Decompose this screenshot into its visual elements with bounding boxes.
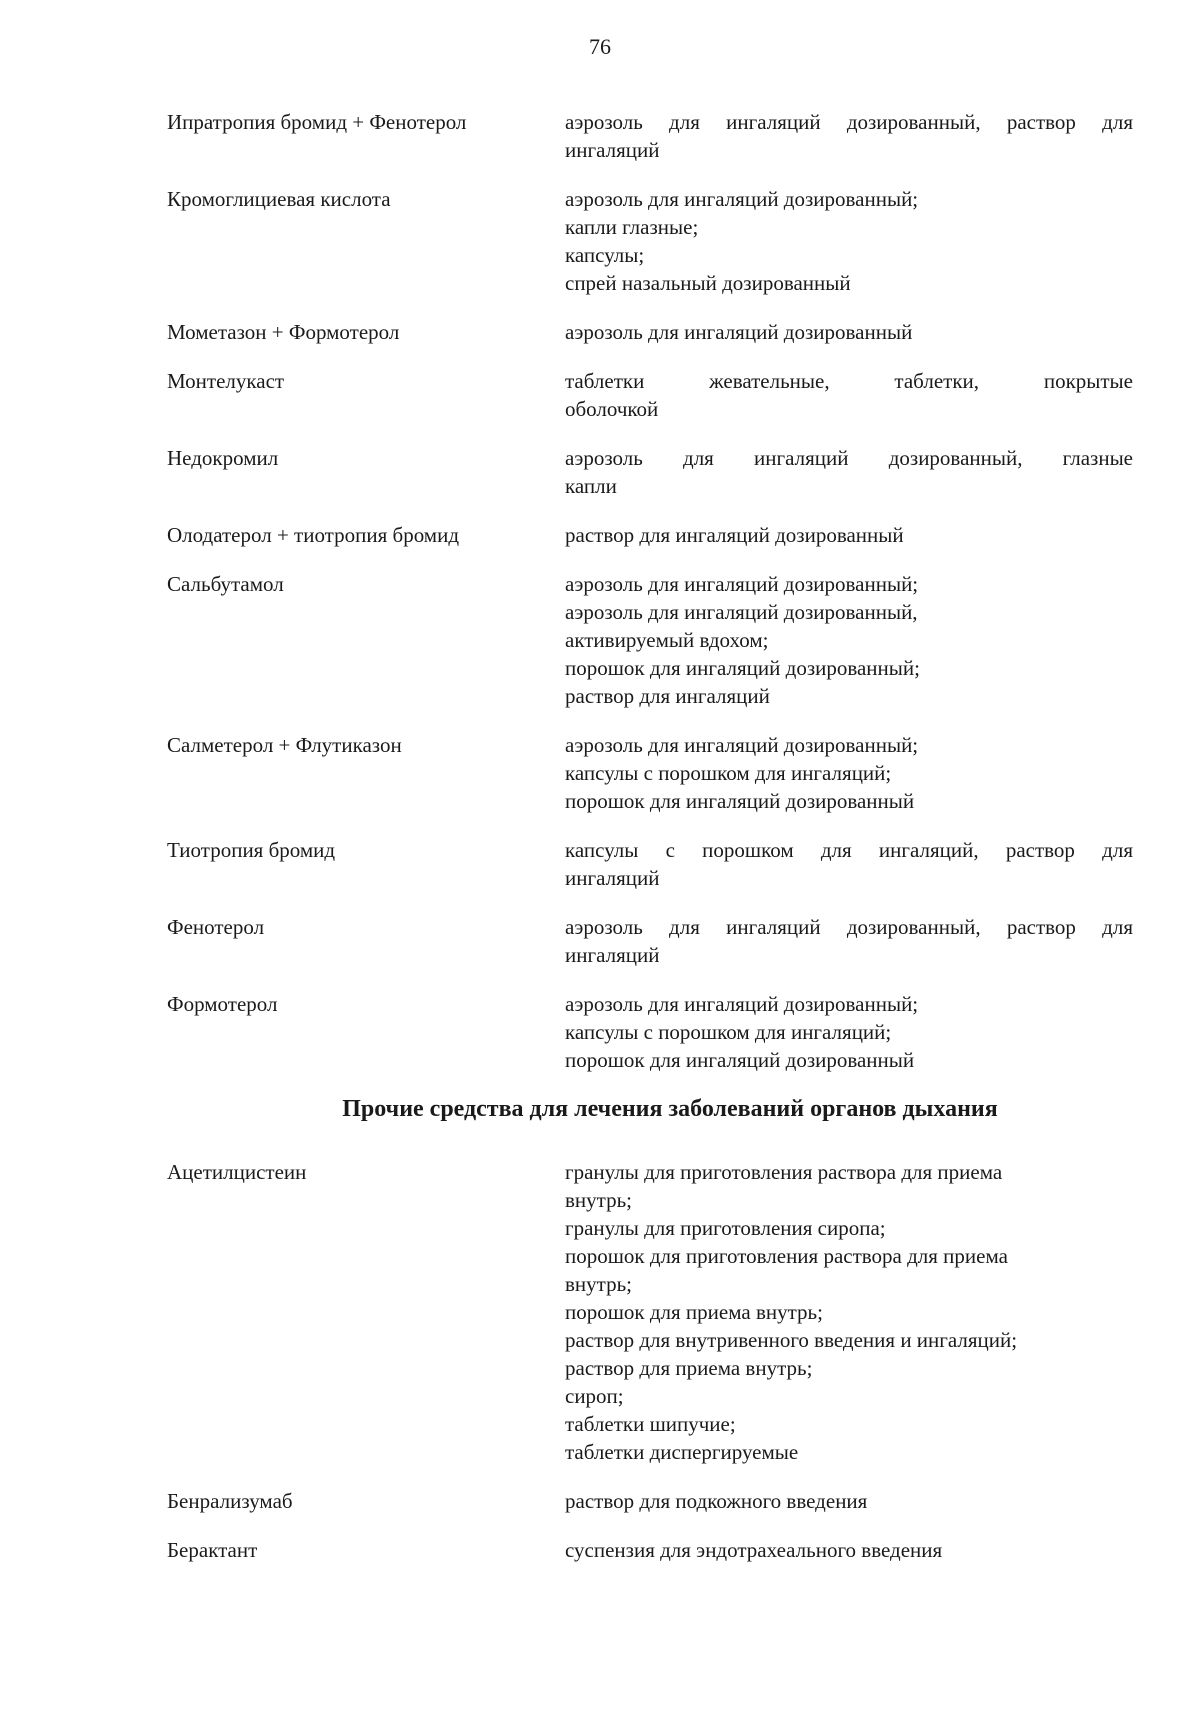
dosage-form-line: оболочкой xyxy=(565,397,659,421)
dosage-form-line: порошок для приготовления раствора для приема xyxy=(565,1244,1008,1268)
dosage-forms xyxy=(565,185,1133,297)
drug-name: Монтелукаст xyxy=(167,369,285,393)
dosage-form-line: таблетки жевательные, таблетки, покрытые xyxy=(565,369,1133,393)
drug-row xyxy=(167,570,1133,710)
drug-name: Формотерол xyxy=(167,992,278,1016)
dosage-form-line: капсулы; xyxy=(565,243,645,267)
page-number: 76 xyxy=(589,34,611,59)
drug-name: Мометазон + Формотерол xyxy=(167,320,400,344)
dosage-forms xyxy=(565,836,1133,892)
drug-row xyxy=(167,1536,1133,1564)
dosage-form-line: порошок для ингаляций дозированный xyxy=(565,1048,915,1072)
dosage-form-line: ингаляций xyxy=(565,866,660,890)
section-heading: Прочие средства для лечения заболеваний органов дыхания xyxy=(342,1096,998,1122)
dosage-form-line: раствор для внутривенного введения и ингаляций; xyxy=(565,1328,1018,1352)
drug-name: Кромоглициевая кислота xyxy=(167,187,391,211)
dosage-form-line: раствор для подкожного введения xyxy=(565,1489,868,1513)
dosage-form-line: ингаляций xyxy=(565,138,660,162)
dosage-form-line: таблетки диспергируемые xyxy=(565,1440,799,1464)
dosage-forms xyxy=(565,521,1133,549)
drug-row xyxy=(167,1158,1133,1466)
dosage-form-line: аэрозоль для ингаляций дозированный, xyxy=(565,600,918,624)
dosage-forms xyxy=(565,913,1133,969)
drug-row xyxy=(167,521,1133,549)
dosage-form-line: внутрь; xyxy=(565,1272,632,1296)
dosage-forms xyxy=(565,1158,1133,1466)
dosage-forms xyxy=(565,108,1133,164)
dosage-forms xyxy=(565,570,1133,710)
dosage-forms xyxy=(565,990,1133,1074)
dosage-form-line: суспензия для эндотрахеального введения xyxy=(565,1538,943,1562)
drug-name: Сальбутамол xyxy=(167,572,284,596)
dosage-form-line: спрей назальный дозированный xyxy=(565,271,851,295)
dosage-form-line: аэрозоль для ингаляций дозированный; xyxy=(565,572,919,596)
drug-name: Ипратропия бромид + Фенотерол xyxy=(167,110,467,134)
drug-name: Олодатерол + тиотропия бромид xyxy=(167,523,460,547)
dosage-forms xyxy=(565,1487,1133,1515)
drug-row xyxy=(167,1487,1133,1515)
dosage-form-line: капсулы с порошком для ингаляций; xyxy=(565,1020,892,1044)
dosage-form-line: порошок для приема внутрь; xyxy=(565,1300,823,1324)
dosage-form-line: капсулы с порошком для ингаляций, раствор для xyxy=(565,838,1133,862)
drug-name: Ацетилцистеин xyxy=(167,1160,307,1184)
dosage-form-line: капсулы с порошком для ингаляций; xyxy=(565,761,892,785)
dosage-form-line: аэрозоль для ингаляций дозированный, раствор для xyxy=(565,915,1133,939)
drug-row xyxy=(167,444,1133,500)
drug-row xyxy=(167,913,1133,969)
drug-row xyxy=(167,108,1133,164)
drug-name: Салметерол + Флутиказон xyxy=(167,733,402,757)
dosage-form-line: аэрозоль для ингаляций дозированный xyxy=(565,320,913,344)
dosage-form-line: сироп; xyxy=(565,1384,624,1408)
dosage-form-line: аэрозоль для ингаляций дозированный, глазные xyxy=(565,446,1133,470)
dosage-form-line: раствор для ингаляций xyxy=(565,684,770,708)
dosage-forms xyxy=(565,1536,1133,1564)
drug-name: Фенотерол xyxy=(167,915,265,939)
drug-row xyxy=(167,836,1133,892)
dosage-forms xyxy=(565,318,1133,346)
dosage-form-line: таблетки шипучие; xyxy=(565,1412,736,1436)
dosage-form-line: раствор для приема внутрь; xyxy=(565,1356,813,1380)
drug-name: Тиотропия бромид xyxy=(167,838,336,862)
dosage-forms xyxy=(565,444,1133,500)
dosage-form-line: порошок для ингаляций дозированный xyxy=(565,789,915,813)
dosage-form-line: гранулы для приготовления раствора для приема xyxy=(565,1160,1003,1184)
dosage-form-line: ингаляций xyxy=(565,943,660,967)
drug-name: Бенрализумаб xyxy=(167,1489,293,1513)
dosage-form-line: капли xyxy=(565,474,617,498)
dosage-form-line: раствор для ингаляций дозированный xyxy=(565,523,904,547)
dosage-form-line: капли глазные; xyxy=(565,215,699,239)
dosage-form-line: активируемый вдохом; xyxy=(565,628,769,652)
dosage-form-line: порошок для ингаляций дозированный; xyxy=(565,656,920,680)
dosage-form-line: аэрозоль для ингаляций дозированный; xyxy=(565,733,919,757)
drug-row xyxy=(167,318,1133,346)
dosage-form-line: аэрозоль для ингаляций дозированный, раствор для xyxy=(565,110,1133,134)
drug-list-respiratory xyxy=(167,108,1133,1074)
drug-row xyxy=(167,731,1133,815)
drug-row xyxy=(167,367,1133,423)
drug-list-other-respiratory xyxy=(167,1158,1133,1564)
dosage-form-line: аэрозоль для ингаляций дозированный; xyxy=(565,992,919,1016)
dosage-form-line: внутрь; xyxy=(565,1188,632,1212)
dosage-forms xyxy=(565,731,1133,815)
drug-row xyxy=(167,990,1133,1074)
dosage-forms xyxy=(565,367,1133,423)
dosage-form-line: гранулы для приготовления сиропа; xyxy=(565,1216,886,1240)
drug-name: Недокромил xyxy=(167,446,279,470)
drug-row xyxy=(167,185,1133,297)
dosage-form-line: аэрозоль для ингаляций дозированный; xyxy=(565,187,919,211)
drug-name: Берактант xyxy=(167,1538,258,1562)
